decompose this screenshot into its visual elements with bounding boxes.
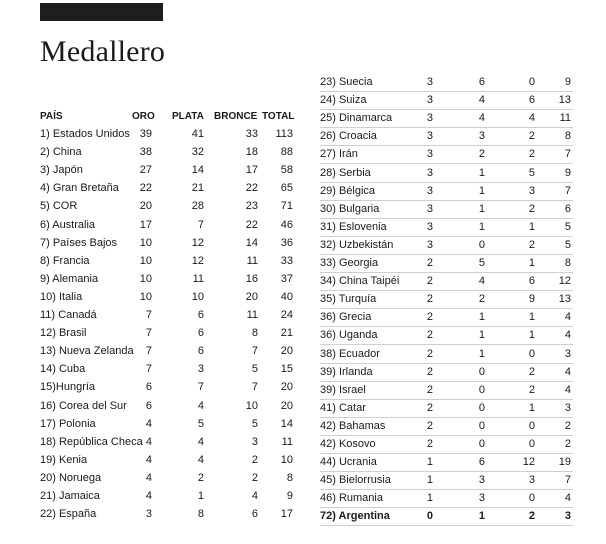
bronce-cell: 20 [245,290,258,303]
oro-cell: 20 [139,200,152,213]
table-row [40,252,295,270]
country-cell: 9) Alemania [40,272,99,285]
table-row [320,435,573,454]
bronce-cell: 1 [528,220,535,233]
medal-table-left [40,110,295,530]
oro-cell: 3 [426,184,433,197]
oro-cell: 4 [145,453,152,466]
total-cell: 11 [559,112,571,125]
total-cell: 5 [564,220,571,233]
country-cell: 4) Gran Bretaña [40,182,119,195]
plata-cell: 6 [478,456,485,469]
bronce-cell: 6 [251,508,258,521]
bronce-cell: 1 [528,311,535,324]
bronce-cell: 11 [246,254,258,267]
bronce-cell: 3 [528,474,535,487]
bronce-cell: 12 [522,456,535,469]
plata-cell: 1 [478,510,485,523]
plata-cell: 4 [197,399,204,412]
country-cell: 20) Noruega [40,471,102,484]
plata-cell: 3 [478,492,485,505]
oro-cell: 2 [426,275,433,288]
table-row [40,415,295,433]
header-bronce: BRONCE [214,111,258,122]
table-row [320,73,573,92]
country-cell: 45) Bielorrusia [320,474,391,487]
bronce-cell: 16 [245,272,258,285]
country-cell: 10) Italia [40,290,83,303]
bronce-cell: 11 [246,309,258,321]
plata-cell: 0 [478,419,485,432]
plata-cell: 4 [478,94,485,107]
plata-cell: 4 [478,112,485,125]
total-cell: 21 [280,327,293,340]
plata-cell: 4 [197,435,204,448]
country-cell: 31) Eslovenia [320,220,387,233]
bronce-cell: 4 [528,112,535,125]
table-row [40,161,295,179]
oro-cell: 2 [426,419,433,432]
country-cell: 15)Hungría [40,381,96,394]
bronce-cell: 0 [528,76,535,88]
oro-cell: 7 [145,309,152,321]
country-cell: 1) Estados Unidos [40,128,130,140]
plata-cell: 2 [197,471,204,484]
table-row [40,433,295,451]
total-cell: 2 [564,419,571,432]
oro-cell: 2 [426,311,433,324]
country-cell: 24) Suiza [320,94,367,107]
country-cell: 30) Bulgaria [320,202,380,215]
bronce-cell: 1 [528,401,535,414]
total-cell: 3 [564,401,571,414]
table-header [40,110,295,124]
oro-cell: 22 [139,182,152,195]
plata-cell: 8 [197,508,204,521]
country-cell: 39) Israel [320,383,366,396]
oro-cell: 39 [139,128,152,140]
oro-cell: 17 [139,218,152,231]
country-cell: 34) China Taipéi [320,275,400,288]
table-row [40,487,295,505]
table-row [40,216,295,234]
total-cell: 14 [280,417,293,430]
total-cell: 7 [564,148,571,161]
country-cell: 22) España [40,508,97,521]
plata-cell: 14 [191,164,204,177]
oro-cell: 7 [145,327,152,340]
bronce-cell: 2 [528,130,535,143]
bronce-cell: 0 [528,347,535,360]
plata-cell: 3 [478,474,485,487]
table-row [320,507,573,526]
bronce-cell: 0 [528,438,535,450]
bronce-cell: 3 [251,435,258,448]
country-cell: 36) Uganda [320,329,378,342]
plata-cell: 21 [191,182,204,195]
total-cell: 12 [558,275,571,288]
plata-cell: 11 [192,272,204,285]
bronce-cell: 2 [528,365,535,378]
country-cell: 12) Brasil [40,327,87,340]
total-cell: 3 [564,510,571,523]
total-cell: 5 [564,238,571,251]
header-plata: PLATA [172,111,204,122]
page-title: Medallero [40,35,166,68]
bronce-cell: 4 [251,490,258,502]
bronce-cell: 2 [251,453,258,466]
bronce-cell: 5 [251,363,258,376]
bronce-cell: 2 [251,471,258,484]
table-row [320,91,573,110]
plata-cell: 6 [197,309,204,321]
table-row [320,417,573,436]
oro-cell: 1 [426,474,433,487]
header-pais: PAÍS [40,111,63,122]
total-cell: 33 [280,254,293,267]
total-cell: 4 [564,311,571,324]
country-cell: 14) Cuba [40,363,86,376]
oro-cell: 10 [139,236,152,249]
oro-cell: 2 [426,347,433,360]
plata-cell: 0 [478,383,485,396]
total-cell: 4 [564,365,571,378]
plata-cell: 0 [478,365,485,378]
country-cell: 72) Argentina [320,510,390,523]
plata-cell: 6 [197,345,204,358]
country-cell: 46) Rumania [320,492,383,505]
country-cell: 41) Catar [320,401,366,414]
plata-cell: 32 [191,146,204,159]
total-cell: 6 [564,202,571,215]
country-cell: 42) Kosovo [320,438,376,450]
table-row [320,345,573,364]
oro-cell: 4 [145,435,152,448]
total-cell: 13 [558,293,571,306]
total-cell: 71 [280,200,293,213]
total-cell: 46 [280,218,293,231]
oro-cell: 6 [145,399,152,412]
oro-cell: 2 [426,293,433,306]
bronce-cell: 5 [251,417,258,430]
bronce-cell: 0 [528,419,535,432]
oro-cell: 3 [145,508,152,521]
bronce-cell: 14 [245,236,258,249]
oro-cell: 1 [426,456,433,469]
plata-cell: 1 [478,329,485,342]
oro-cell: 4 [145,471,152,484]
bronce-cell: 7 [251,381,258,394]
table-row [40,179,295,197]
oro-cell: 2 [426,438,433,450]
oro-cell: 4 [145,417,152,430]
total-cell: 24 [280,309,293,321]
oro-cell: 3 [426,202,433,215]
table-row [320,164,573,183]
total-cell: 3 [564,347,571,360]
oro-cell: 10 [139,254,152,267]
bronce-cell: 2 [528,238,535,251]
total-cell: 36 [280,236,293,249]
bronce-cell: 6 [528,94,535,107]
oro-cell: 27 [139,164,152,177]
total-cell: 4 [564,383,571,396]
table-row [40,360,295,378]
plata-cell: 3 [478,130,485,143]
oro-cell: 7 [145,345,152,358]
total-cell: 8 [564,130,571,143]
bronce-cell: 10 [245,399,258,412]
total-cell: 11 [281,435,293,448]
plata-cell: 0 [478,238,485,251]
plata-cell: 1 [478,184,485,197]
total-cell: 20 [280,381,293,394]
oro-cell: 10 [139,272,152,285]
bronce-cell: 6 [528,275,535,288]
bronce-cell: 0 [528,492,535,505]
plata-cell: 6 [478,76,485,88]
table-row [40,451,295,469]
table-row [320,182,573,201]
country-cell: 6) Australia [40,218,96,231]
table-row [40,234,295,252]
country-cell: 44) Ucrania [320,456,377,469]
total-cell: 65 [280,182,293,195]
table-row [40,324,295,342]
bronce-cell: 1 [528,257,535,269]
table-row [320,308,573,327]
header-oro: ORO [132,111,155,122]
oro-cell: 3 [426,112,433,125]
bronce-cell: 9 [528,293,535,306]
plata-cell: 0 [478,401,485,414]
country-cell: 29) Bélgica [320,184,376,197]
plata-cell: 10 [191,290,204,303]
oro-cell: 38 [139,146,152,159]
oro-cell: 3 [426,238,433,251]
table-row [40,288,295,306]
oro-cell: 3 [426,130,433,143]
oro-cell: 6 [145,381,152,394]
table-row [40,306,295,324]
table-row [40,342,295,360]
header-bar [40,3,163,21]
oro-cell: 1 [426,492,433,505]
plata-cell: 12 [191,254,204,267]
country-cell: 16) Corea del Sur [40,399,127,412]
country-cell: 27) Irán [320,148,358,161]
table-row [320,290,573,309]
country-cell: 35) Turquía [320,293,377,306]
oro-cell: 3 [426,76,433,88]
total-cell: 4 [564,329,571,342]
total-cell: 17 [280,508,293,521]
header-total: TOTAL [262,111,295,122]
table-row [40,270,295,288]
oro-cell: 2 [426,383,433,396]
oro-cell: 3 [426,94,433,107]
total-cell: 9 [564,76,571,88]
table-row [320,489,573,508]
table-row [320,326,573,345]
plata-cell: 4 [197,453,204,466]
total-cell: 9 [286,490,293,502]
plata-cell: 12 [191,236,204,249]
table-row [40,143,295,161]
total-cell: 20 [280,399,293,412]
total-cell: 19 [558,456,571,469]
table-row [40,397,295,415]
table-row [40,125,295,143]
table-row [40,197,295,215]
plata-cell: 7 [197,218,204,231]
table-row [320,363,573,382]
plata-cell: 7 [197,381,204,394]
oro-cell: 3 [426,220,433,233]
table-row [320,399,573,418]
plata-cell: 3 [197,363,204,376]
bronce-cell: 22 [245,218,258,231]
oro-cell: 4 [145,490,152,502]
bronce-cell: 5 [528,166,535,179]
country-cell: 17) Polonia [40,417,96,430]
table-row [320,127,573,146]
total-cell: 15 [280,363,293,376]
plata-cell: 0 [478,438,485,450]
bronce-cell: 2 [528,202,535,215]
country-cell: 21) Jamaica [40,490,100,502]
total-cell: 88 [280,146,293,159]
oro-cell: 2 [426,401,433,414]
oro-cell: 3 [426,148,433,161]
country-cell: 3) Japón [40,164,83,177]
total-cell: 58 [280,164,293,177]
plata-cell: 1 [478,166,485,179]
country-cell: 32) Uzbekistán [320,238,394,251]
bronce-cell: 23 [245,200,258,213]
total-cell: 7 [564,184,571,197]
country-cell: 33) Georgia [320,257,379,269]
plata-cell: 5 [197,417,204,430]
plata-cell: 4 [478,275,485,288]
plata-cell: 41 [191,128,204,140]
country-cell: 2) China [40,146,82,159]
country-cell: 19) Kenia [40,453,88,466]
plata-cell: 1 [478,347,485,360]
bronce-cell: 2 [528,383,535,396]
plata-cell: 1 [478,311,485,324]
table-row [320,200,573,219]
total-cell: 7 [564,474,571,487]
bronce-cell: 3 [528,184,535,197]
total-cell: 40 [280,290,293,303]
total-cell: 37 [280,272,293,285]
bronce-cell: 33 [245,128,258,140]
plata-cell: 1 [197,490,204,502]
table-row [320,453,573,472]
bronce-cell: 22 [245,182,258,195]
country-cell: 42) Bahamas [320,419,386,432]
table-row [320,109,573,128]
total-cell: 10 [280,453,293,466]
table-row [320,218,573,237]
table-row [320,272,573,291]
oro-cell: 7 [145,363,152,376]
country-cell: 5) COR [40,200,78,213]
bronce-cell: 8 [251,327,258,340]
total-cell: 2 [564,438,571,450]
plata-cell: 5 [478,257,485,269]
country-cell: 11) Canadá [40,309,97,321]
country-cell: 36) Grecia [320,311,372,324]
total-cell: 13 [558,94,571,107]
bronce-cell: 2 [528,510,535,523]
country-cell: 26) Croacia [320,130,377,143]
country-cell: 25) Dinamarca [320,112,393,125]
total-cell: 9 [564,166,571,179]
plata-cell: 28 [191,200,204,213]
total-cell: 113 [275,128,293,140]
country-cell: 38) Ecuador [320,347,380,360]
country-cell: 18) República Checa [40,435,143,448]
table-row [320,145,573,164]
oro-cell: 2 [426,365,433,378]
plata-cell: 2 [478,148,485,161]
bronce-cell: 7 [251,345,258,358]
country-cell: 7) Países Bajos [40,236,118,249]
plata-cell: 1 [478,220,485,233]
bronce-cell: 1 [528,329,535,342]
table-row [320,381,573,400]
oro-cell: 0 [426,510,433,523]
country-cell: 23) Suecia [320,76,373,88]
bronce-cell: 17 [245,164,258,177]
bronce-cell: 18 [245,146,258,159]
plata-cell: 1 [478,202,485,215]
oro-cell: 2 [426,329,433,342]
table-row [40,469,295,487]
country-cell: 8) Francia [40,254,90,267]
total-cell: 20 [280,345,293,358]
table-row [40,378,295,396]
table-row [320,471,573,490]
total-cell: 4 [564,492,571,505]
oro-cell: 10 [139,290,152,303]
country-cell: 13) Nueva Zelanda [40,345,134,358]
oro-cell: 3 [426,166,433,179]
table-row [320,236,573,255]
oro-cell: 2 [426,257,433,269]
country-cell: 39) Irlanda [320,365,373,378]
plata-cell: 6 [197,327,204,340]
table-row [320,254,573,273]
plata-cell: 2 [478,293,485,306]
total-cell: 8 [286,471,293,484]
medal-table-right [320,73,573,533]
country-cell: 28) Serbia [320,166,371,179]
total-cell: 8 [564,257,571,269]
table-row [40,505,295,523]
bronce-cell: 2 [528,148,535,161]
